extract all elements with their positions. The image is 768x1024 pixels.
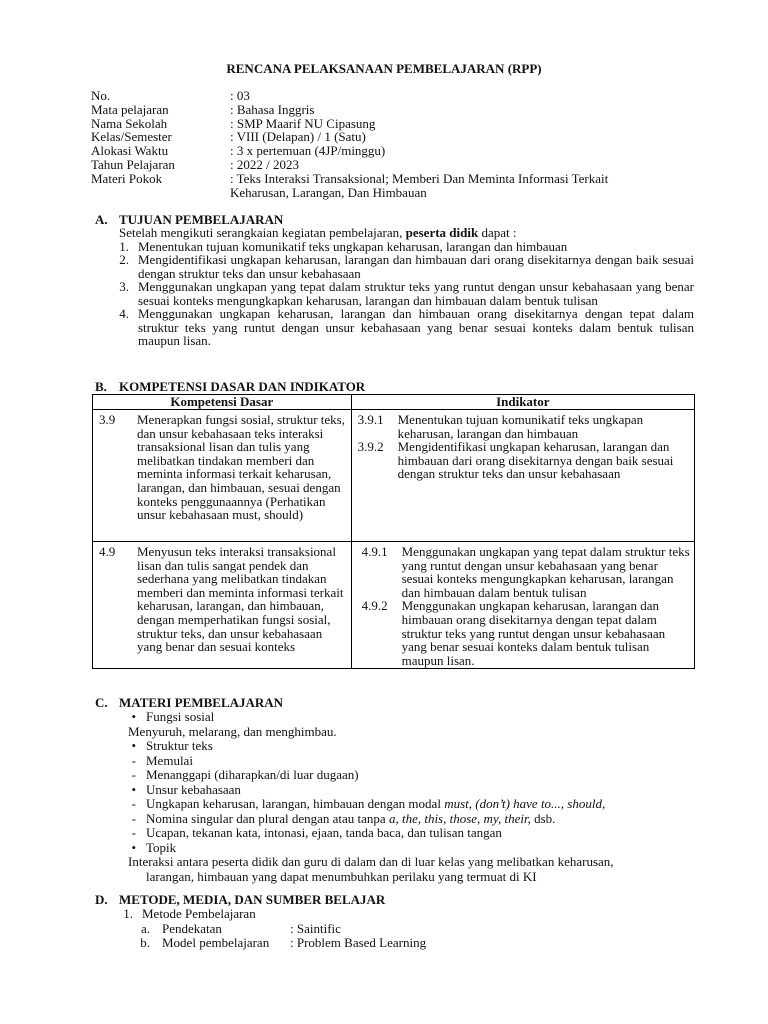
info-label: Tahun Pelajaran <box>91 156 175 172</box>
item-text <box>146 812 555 827</box>
section-c-heading <box>95 696 283 710</box>
list-item <box>92 768 696 783</box>
info-value-wrap <box>230 172 691 200</box>
section-letter: D. <box>95 892 108 907</box>
item-text: Struktur teks <box>146 738 213 753</box>
list-item <box>92 841 696 856</box>
item-text: Unsur kebahasaan <box>146 781 241 797</box>
kd-text: Menyusun teks interaksi transaksional lisan dan tulis sangat pendek dan sederhana yang melibatkan tindakan memberi dan meminta informasi terkait keharusan, larangan, dan himbauan, dengan memperhatikan fungsi sosial, struktur teks, dan unsur kebahasaan yang benar dan sesuai konteks <box>137 544 344 655</box>
indicator-text: Menggunakan ungkapan keharusan, larangan dan himbauan orang disekitarnya dengan tepat dalam struktur teks yang runtut dengan unsur kebahasaan yang benar sesuai konteks dalam bentuk tulisan maupun lisan. <box>401 598 666 668</box>
item-text: Menyuruh, melarang, dan menghimbau. <box>128 723 337 739</box>
info-value: : 3 x pertemuan (4JP/minggu) <box>230 143 386 159</box>
indicator-text: Mengidentifikasi ungkapan keharusan, larangan dan himbauan dari orang disekitarnya dengan baik sesuai dengan struktur teks dan unsur kebahasaan <box>397 439 674 482</box>
item-text: Menanggapi (diharapkan/di luar dugaan) <box>146 767 359 782</box>
intro-bold: peserta didik <box>405 225 479 240</box>
objectives-intro <box>92 226 694 240</box>
item-text <box>146 797 605 812</box>
indicator-list <box>352 542 694 668</box>
italic-text: must, (don’t) have to..., should, <box>444 796 606 811</box>
bullet-icon: • <box>131 839 136 855</box>
section-letter: C. <box>95 695 108 710</box>
info-label: Alokasi Waktu <box>91 143 169 159</box>
text-part: Nomina singular dan plural dengan atau tanpa <box>146 810 389 826</box>
indicator-text: Menggunakan ungkapan yang tepat dalam struktur teks yang runtut dengan unsur kebahasaan yang benar sesuai konteks mengungkapkan keharusan, larangan dan himbauan dalam bentuk tulisan <box>401 544 690 600</box>
info-row-subject <box>91 103 691 117</box>
info-value: : Bahasa Inggris <box>230 101 315 117</box>
section-b-heading <box>95 380 365 394</box>
indicator-item <box>362 545 690 599</box>
section-d-heading <box>95 893 385 907</box>
info-row-no <box>91 89 691 103</box>
indicator-item <box>358 440 690 481</box>
section-title: METODE, MEDIA, DAN SUMBER BELAJAR <box>119 892 386 907</box>
indicator-cell <box>351 410 694 542</box>
indicator-code: 4.9.1 <box>361 544 388 559</box>
bullet-icon: • <box>131 738 136 753</box>
kd-code: 3.9 <box>99 412 116 427</box>
section-title: MATERI PEMBELAJARAN <box>119 695 284 710</box>
section-letter: A. <box>95 212 108 227</box>
item-text: Ucapan, tekanan kata, intonasi, ejaan, tanda baca, dan tulisan tangan <box>146 825 502 840</box>
item-number: 2. <box>119 252 129 267</box>
dash-icon: - <box>131 767 136 782</box>
kd-cell <box>93 410 352 542</box>
list-item <box>92 710 696 725</box>
column-header-indicator: Indikator <box>351 395 694 410</box>
indicator-text: Menentukan tujuan komunikatif teks ungkapan keharusan, larangan dan himbauan <box>397 412 644 441</box>
item-number: 3. <box>119 279 129 294</box>
item-text: Mengidentifikasi ungkapan keharusan, larangan dan himbauan dari orang disekitarnya dengan baik sesuai dengan struktur teks dan unsur kebahasaan <box>138 252 694 281</box>
dash-icon: - <box>131 796 136 811</box>
item-number: 1. <box>119 238 129 254</box>
paragraph <box>92 855 696 870</box>
list-item <box>92 797 696 812</box>
document-title: RENCANA PELAKSANAAN PEMBELAJARAN (RPP) <box>226 61 542 76</box>
item-text: Metode Pembelajaran <box>142 906 256 921</box>
item-text: Memulai <box>146 752 193 768</box>
indicator-list <box>352 410 694 482</box>
list-item <box>92 812 696 827</box>
item-letter: b. <box>140 935 150 950</box>
info-row-time <box>91 144 691 158</box>
info-value-continued: Keharusan, Larangan, Dan Himbauan <box>230 185 427 201</box>
info-row-topic <box>91 172 691 200</box>
kd-text: Menerapkan fungsi sosial, struktur teks, dan unsur kebahasaan teks interaksi transaksional lisan dan tulis yang melibatkan tindakan memberi dan meminta informasi terkait keharusan, larangan, dan himbauan, sesuai dengan konteks penggunaannya (Perhatikan unsur kebahasaan must, should) <box>137 412 345 523</box>
list-item <box>92 783 696 798</box>
kd-cell <box>93 542 352 669</box>
info-row-year <box>91 158 691 172</box>
list-item <box>92 754 696 769</box>
list-item <box>92 907 696 922</box>
paragraph <box>92 870 696 885</box>
info-value: : Teks Interaksi Transaksional; Memberi Dan Meminta Informasi Terkait <box>230 170 609 186</box>
methods-block <box>92 907 696 951</box>
section-title: TUJUAN PEMBELAJARAN <box>119 212 284 227</box>
column-header-kd: Kompetensi Dasar <box>93 395 352 410</box>
item-text: Menentukan tujuan komunikatif teks ungkapan keharusan, larangan dan himbauan <box>138 238 568 254</box>
section-title: KOMPETENSI DASAR DAN INDIKATOR <box>119 379 366 394</box>
kd-code: 4.9 <box>99 544 116 559</box>
item-text: Menggunakan ungkapan keharusan, larangan dan himbauan orang disekitarnya dengan tepat dalam struktur teks yang runtut dengan unsur kebahasaan yang benar sesuai konteks dalam bentuk tulisan maupun lisan. <box>138 306 694 348</box>
item-text: Interaksi antara peserta didik dan guru di dalam dan di luar kelas yang melibatkan keharusan, <box>128 854 614 869</box>
table-header-row <box>93 395 695 410</box>
info-row-school <box>91 117 691 131</box>
learning-objectives <box>92 226 694 348</box>
table-row <box>93 410 695 542</box>
list-item <box>92 739 696 754</box>
bullet-icon: • <box>131 709 136 724</box>
paragraph <box>92 725 696 740</box>
text-part: dsb. <box>530 810 556 826</box>
kd-content <box>93 542 351 655</box>
list-item <box>92 936 696 951</box>
info-value: : VIII (Delapan) / 1 (Satu) <box>230 129 366 145</box>
list-item <box>92 307 694 348</box>
list-item <box>92 280 694 307</box>
item-text: Topik <box>146 839 177 855</box>
item-label: Model pembelajaran <box>162 935 270 950</box>
indicator-item <box>358 413 690 440</box>
indicator-code: 3.9.2 <box>357 439 384 455</box>
item-value: : Problem Based Learning <box>290 935 427 950</box>
list-item <box>92 826 696 841</box>
section-letter: B. <box>95 379 107 394</box>
list-item <box>92 240 694 254</box>
intro-text: Setelah mengikuti serangkaian kegiatan pembelajaran, <box>119 225 406 240</box>
info-label: Kelas/Semester <box>91 129 172 145</box>
dash-icon: - <box>131 810 136 826</box>
info-label: Nama Sekolah <box>91 115 168 131</box>
item-text: Menggunakan ungkapan yang tepat dalam struktur teks yang runtut dengan unsur kebahasaan yang benar sesuai konteks mengungkapkan keharusan, larangan dan himbauan dalam bentuk tulisan <box>138 279 694 308</box>
intro-text-end: dapat : <box>478 225 517 240</box>
materials-block <box>92 710 696 884</box>
info-label: Mata pelajaran <box>91 101 169 117</box>
item-value: : Saintific <box>290 920 341 936</box>
objectives-list <box>92 240 694 348</box>
indicator-code: 3.9.1 <box>357 412 384 427</box>
italic-text: a, the, this, those, my, their, <box>388 810 531 826</box>
info-value: : 03 <box>230 88 250 103</box>
indicator-code: 4.9.2 <box>361 598 388 614</box>
list-item <box>92 922 696 937</box>
dash-icon: - <box>131 752 136 768</box>
info-value: : SMP Maarif NU Cipasung <box>230 115 376 131</box>
dash-icon: - <box>131 825 136 840</box>
info-label: Materi Pokok <box>91 170 163 186</box>
table-row <box>93 542 695 669</box>
identity-block <box>91 89 691 200</box>
competency-table <box>92 394 695 669</box>
item-label: Pendekatan <box>162 920 222 936</box>
item-letter: a. <box>140 920 150 936</box>
indicator-item <box>362 599 690 667</box>
bullet-icon: • <box>131 781 136 797</box>
kd-content <box>93 410 351 523</box>
info-row-class <box>91 130 691 144</box>
item-text: Fungsi sosial <box>146 709 215 724</box>
list-item <box>92 253 694 280</box>
item-text: larangan, himbauan yang dapat menumbuhkan perilaku yang termuat di KI <box>146 868 537 884</box>
info-value: : 2022 / 2023 <box>230 156 299 172</box>
text-part: Ungkapan keharusan, larangan, himbauan dengan modal <box>146 796 445 811</box>
item-number: 4. <box>119 306 129 321</box>
info-label: No. <box>91 88 111 103</box>
indicator-cell <box>351 542 694 669</box>
item-number: 1. <box>123 906 133 921</box>
